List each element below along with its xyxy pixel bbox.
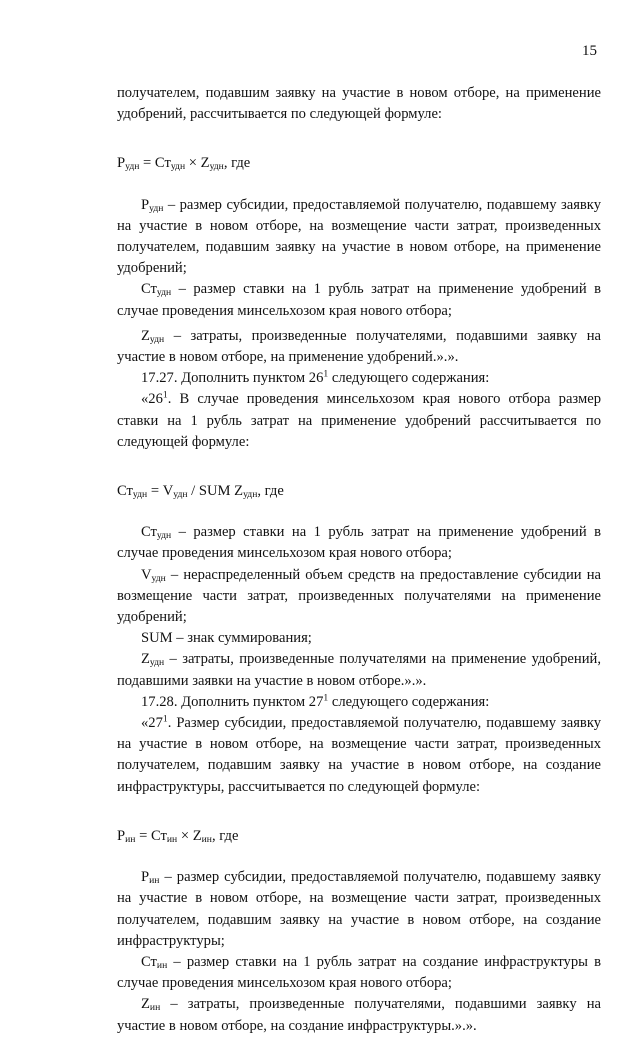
document-body	[117, 83, 601, 1037]
definition-symbol: P	[141, 196, 150, 213]
definition-st-udn	[117, 279, 601, 321]
formula-operand-1: Ст	[154, 155, 171, 172]
formula-equals: =	[139, 155, 155, 172]
clause-27-1	[117, 713, 601, 798]
formula-operand-2: Z	[192, 827, 202, 844]
definition-symbol-subscript: удн	[149, 202, 164, 214]
formula-rate-fertilizer	[117, 481, 601, 502]
definition-z-in	[117, 994, 601, 1036]
amendment-superscript: 1	[323, 368, 329, 380]
formula-operator: ×	[185, 155, 201, 172]
definition-z-udn	[117, 326, 601, 368]
paragraph-text: получателем, подавшим заявку на участие в новом отборе, на применение удобрений, рассчитывается по следующей формуле:	[117, 85, 601, 123]
definition-text: – размер субсидии, предоставляемой получателю, подавшему заявку на участие в новом отборе, на возмещение части затрат, произведенных получателем, подавшим заявку на участие в новом отборе, на создание инфраструктуры;	[117, 869, 601, 949]
definition-symbol-subscript: ин	[149, 875, 160, 887]
definition-p-in	[117, 867, 601, 952]
formula-operand-2-subscript: удн	[209, 161, 224, 173]
formula-tail: , где	[223, 155, 251, 172]
formula-lhs: P	[117, 827, 126, 844]
formula-operator: / SUM	[187, 483, 235, 500]
formula-operand-2-subscript: ин	[201, 834, 212, 845]
clause-text: . Размер субсидии, предоставляемой получателю, подавшему заявку на участие в новом отборе, на возмещение части затрат, произведенных получателем, подавшим заявку на участие в новом отборе, на создание инфраструктуры, рассчитывается по следующей формуле:	[117, 715, 601, 795]
definition-sum	[117, 628, 601, 649]
definition-st-udn-2	[117, 522, 601, 564]
definition-symbol-subscript: удн	[151, 572, 166, 584]
amendment-prefix: 17.28. Дополнить пунктом 27	[141, 693, 324, 710]
definition-text: SUM – знак суммирования;	[141, 630, 312, 647]
amendment-superscript: 1	[323, 692, 329, 704]
formula-operand-1-subscript: удн	[173, 489, 188, 501]
amendment-text: следующего содержания:	[328, 693, 490, 710]
formula-lhs-subscript: удн	[132, 489, 148, 501]
definition-z-udn-2	[117, 649, 601, 691]
definition-symbol: Z	[141, 327, 150, 344]
definition-text: – затраты, произведенные получателями, подавшими заявку на участие в новом отборе, на применение удобрений.».».	[117, 327, 601, 366]
definition-symbol-subscript: удн	[156, 287, 172, 299]
formula-operator: ×	[177, 827, 193, 844]
definition-symbol: V	[141, 566, 152, 583]
clause-superscript: 1	[162, 713, 168, 725]
formula-tail: , где	[211, 827, 239, 844]
amendment-17-27	[117, 368, 601, 389]
amendment-prefix: 17.27. Дополнить пунктом 26	[141, 370, 324, 387]
definition-symbol-subscript: удн	[149, 333, 165, 345]
formula-equals: =	[147, 483, 163, 500]
clause-prefix: «27	[141, 715, 163, 732]
definition-symbol-subscript: ин	[156, 960, 168, 972]
definition-st-in	[117, 952, 601, 994]
definition-p-udn	[117, 195, 601, 280]
clause-superscript: 1	[162, 390, 168, 402]
formula-operand-1: Ст	[150, 827, 167, 844]
formula-lhs-subscript: удн	[125, 161, 140, 173]
page-number: 15	[582, 43, 597, 59]
formula-tail: , где	[257, 483, 284, 500]
definition-text: – размер ставки на 1 рубль затрат на создание инфраструктуры в случае проведения минсельхозом края нового отбора;	[117, 953, 601, 992]
formula-operand-2: Z	[234, 483, 244, 500]
formula-subsidy-infrastructure	[117, 826, 601, 847]
clause-26-1	[117, 389, 601, 453]
formula-lhs: P	[117, 155, 126, 172]
definition-symbol: Ст	[141, 281, 157, 298]
formula-equals: =	[135, 827, 151, 844]
formula-operand-1: V	[162, 483, 174, 500]
amendment-17-28	[117, 692, 601, 713]
formula-lhs: Ст	[117, 483, 133, 500]
clause-prefix: «26	[141, 391, 163, 408]
definition-text: – размер ставки на 1 рубль затрат на применение удобрений в случае проведения минсельхозом края нового отбора;	[117, 281, 601, 319]
definition-text: – размер ставки на 1 рубль затрат на применение удобрений в случае проведения минсельхозом края нового отбора;	[117, 524, 601, 562]
definition-text: – размер субсидии, предоставляемой получателю, подавшему заявку на участие в новом отборе, на возмещение части затрат, произведенных получателем, подавшим заявку на участие в новом отборе, на применение удобрений;	[117, 196, 601, 277]
clause-text: . В случае проведения минсельхозом края нового отбора размер ставки на 1 рубль затрат на применение удобрений рассчитывается по следующей формуле:	[117, 391, 601, 450]
definition-symbol: Ст	[141, 953, 157, 970]
formula-operand-2-subscript: удн	[243, 489, 258, 501]
definition-text: – затраты, произведенные получателями, подавшими заявку на участие в новом отборе, на создание инфраструктуры.».».	[117, 996, 601, 1034]
definition-symbol: Ст	[141, 524, 157, 541]
definition-symbol-subscript: удн	[149, 657, 165, 669]
definition-symbol-subscript: удн	[156, 530, 172, 542]
formula-operand-1-subscript: удн	[170, 161, 186, 173]
definition-symbol-subscript: ин	[149, 1002, 161, 1014]
definition-v-udn	[117, 565, 601, 629]
formula-lhs-subscript: ин	[125, 834, 136, 845]
definition-symbol: Z	[141, 996, 150, 1013]
definition-text: – затраты, произведенные получателями на применение удобрений, подавшими заявки на участие в новом отборе.».».	[117, 651, 601, 689]
formula-subsidy-fertilizer	[117, 153, 601, 174]
formula-operand-1-subscript: ин	[166, 834, 178, 845]
definition-text: – нераспределенный объем средств на предоставление субсидии на возмещение части затрат, произведенных получателями на применение удобрений;	[117, 566, 601, 626]
definition-symbol: P	[141, 869, 150, 886]
paragraph-intro	[117, 83, 601, 125]
definition-symbol: Z	[141, 651, 150, 668]
amendment-text: следующего содержания:	[328, 370, 490, 387]
formula-operand-2: Z	[200, 155, 210, 172]
